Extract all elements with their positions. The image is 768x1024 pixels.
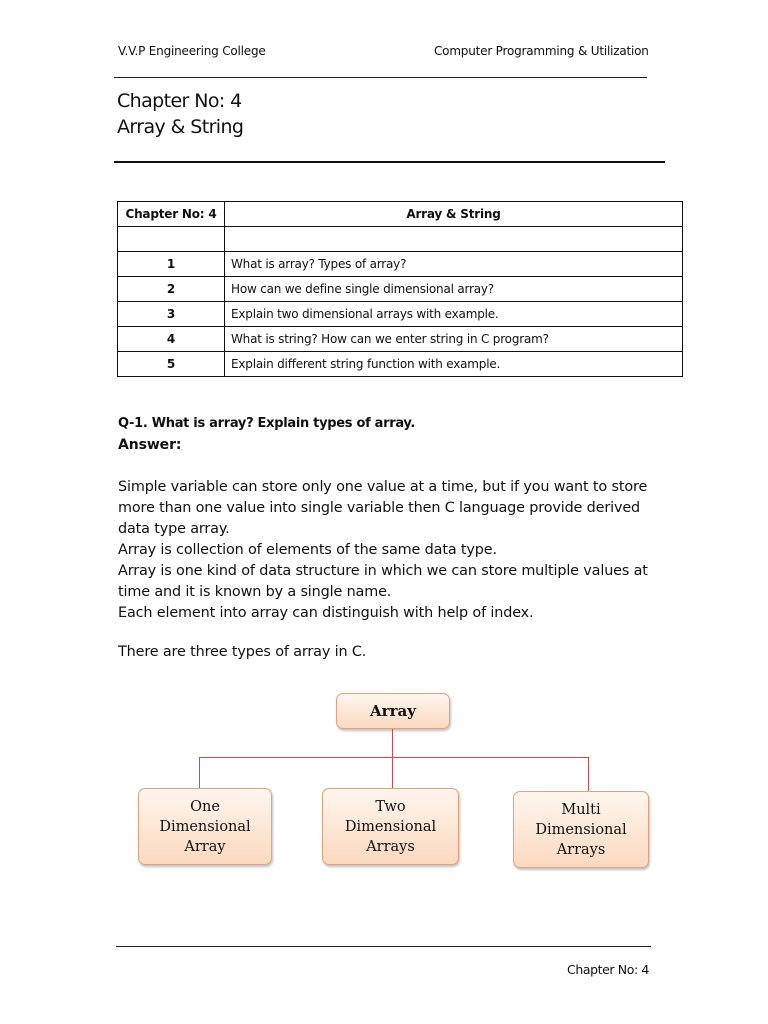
chapter-number: Chapter No: 4 bbox=[117, 90, 242, 112]
diagram-node-one-dimensional bbox=[138, 788, 272, 865]
table-row-question: Explain different string function with example. bbox=[225, 352, 683, 377]
answer-paragraph: Array is collection of elements of the same data type. bbox=[118, 542, 497, 558]
table-row-number bbox=[118, 227, 225, 252]
connector-child-3 bbox=[588, 757, 589, 791]
footer-divider bbox=[116, 946, 651, 947]
node-label-line: One bbox=[190, 798, 220, 815]
answer-body bbox=[118, 477, 658, 624]
table-row-number: 5 bbox=[118, 352, 225, 377]
node-label-line: Dimensional bbox=[344, 818, 437, 835]
table-row-question bbox=[225, 227, 683, 252]
table-row bbox=[118, 352, 683, 377]
node-label-line: Array bbox=[184, 838, 226, 855]
node-label-line: Arrays bbox=[556, 841, 606, 858]
table-row bbox=[118, 327, 683, 352]
table-row-question: What is string? How can we enter string in C program? bbox=[225, 327, 683, 352]
diagram-node-two-dimensional bbox=[322, 788, 459, 865]
table-header-topic: Array & String bbox=[225, 202, 683, 227]
answer-paragraph: Simple variable can store only one value at a time, but if you want to store more than one value into single variable then C language provide derived data type array. bbox=[118, 479, 648, 537]
chapter-title: Array & String bbox=[117, 116, 244, 138]
answer-paragraph: Each element into array can distinguish with help of index. bbox=[118, 605, 534, 621]
node-label-line: Multi bbox=[561, 801, 601, 818]
diagram-node-multi-dimensional bbox=[513, 791, 649, 868]
footer-chapter: Chapter No: 4 bbox=[567, 962, 649, 977]
node-label-line: Two bbox=[375, 798, 406, 815]
table-row-question: Explain two dimensional arrays with example. bbox=[225, 302, 683, 327]
table-row-number: 3 bbox=[118, 302, 225, 327]
connector-horizontal bbox=[199, 757, 589, 758]
answer-label: Answer: bbox=[118, 437, 182, 453]
answer-paragraph: Array is one kind of data structure in which we can store multiple values at time and it is known by a single name. bbox=[118, 563, 648, 600]
node-label-line: Dimensional bbox=[159, 818, 251, 835]
table-row bbox=[118, 302, 683, 327]
types-intro: There are three types of array in C. bbox=[118, 644, 367, 660]
table-row bbox=[118, 252, 683, 277]
connector-root-stem bbox=[392, 729, 393, 758]
header-college: V.V.P Engineering College bbox=[118, 44, 266, 58]
table-row-number: 2 bbox=[118, 277, 225, 302]
table-row bbox=[118, 227, 683, 252]
table-header-chapter: Chapter No: 4 bbox=[118, 202, 225, 227]
table-row-question: How can we define single dimensional array? bbox=[225, 277, 683, 302]
diagram-root-array: Array bbox=[336, 693, 450, 729]
header-subject: Computer Programming & Utilization bbox=[434, 44, 649, 58]
node-label-line: Dimensional bbox=[535, 821, 627, 838]
table-row-number: 1 bbox=[118, 252, 225, 277]
table-row-question: What is array? Types of array? bbox=[225, 252, 683, 277]
table-row bbox=[118, 277, 683, 302]
connector-child-1 bbox=[199, 757, 200, 788]
connector-child-2 bbox=[392, 757, 393, 788]
node-label-line: Arrays bbox=[366, 838, 415, 855]
question-title: Q-1. What is array? Explain types of array. bbox=[118, 416, 416, 431]
table-header-row bbox=[118, 202, 683, 227]
question-table bbox=[117, 201, 683, 377]
header-divider bbox=[114, 77, 647, 78]
title-divider bbox=[114, 161, 665, 163]
table-row-number: 4 bbox=[118, 327, 225, 352]
